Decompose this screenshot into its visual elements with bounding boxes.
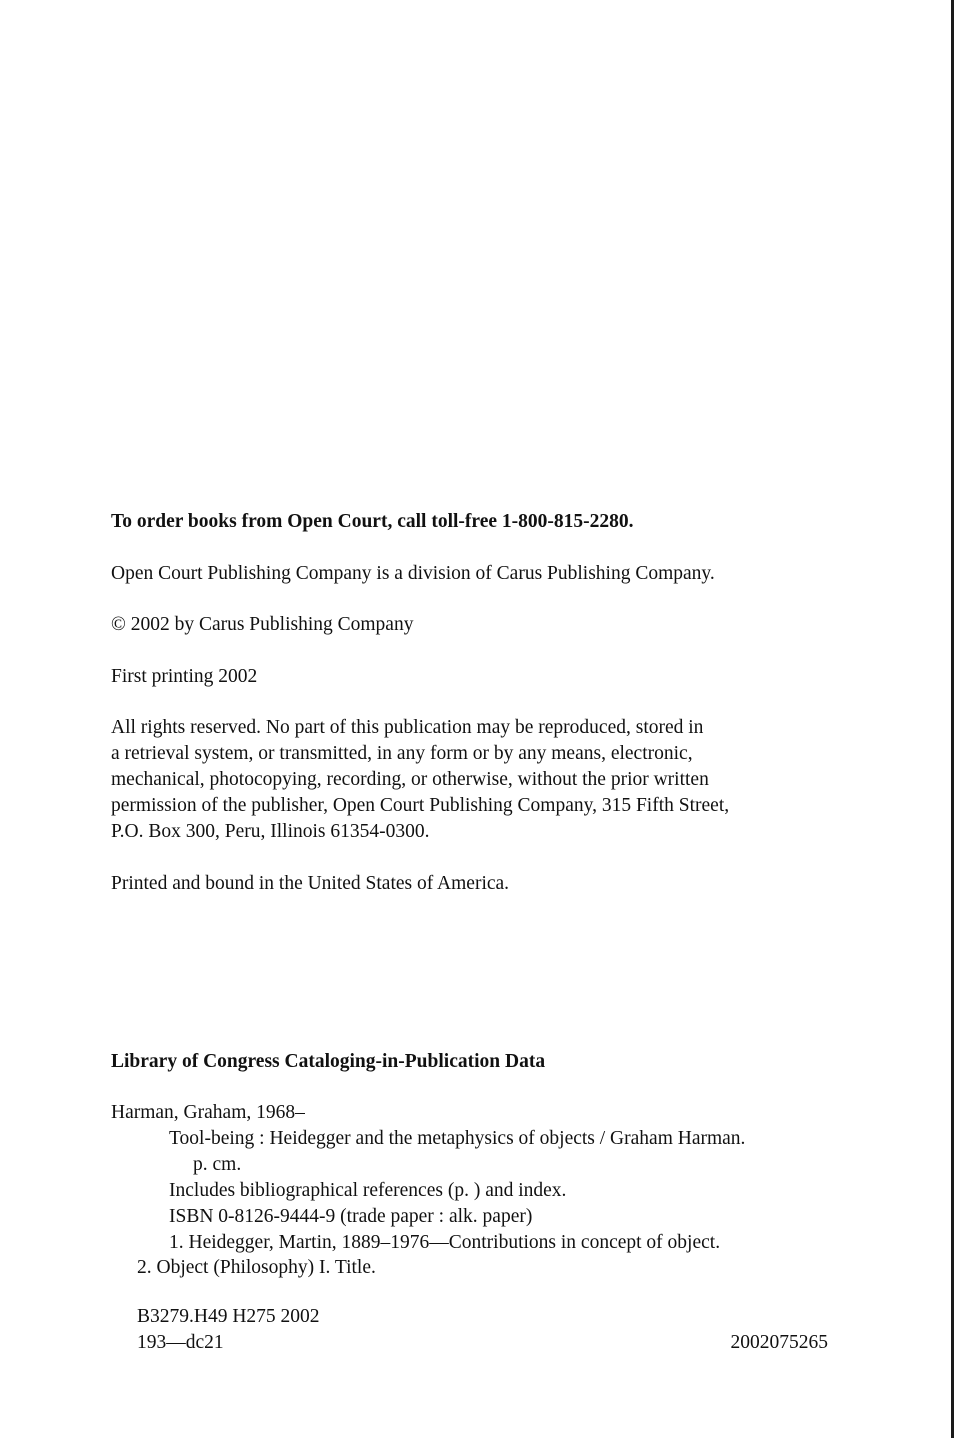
rights-line-1-text: All rights reserved. No part of this publication may be reproduced, stored in: [111, 717, 704, 738]
cip-subject-2: 2. Object (Philosophy) I. Title.: [137, 1257, 376, 1278]
rights-line-1: [111, 716, 810, 740]
rights-line-2: a retrieval system, or transmitted, in any form or by any means, electronic,: [111, 743, 693, 764]
rights-line-5: P.O. Box 300, Peru, Illinois 61354-0300.: [111, 821, 430, 842]
division-note: Open Court Publishing Company is a division of Carus Publishing Company.: [111, 563, 715, 584]
copyright-line: © 2002 by Carus Publishing Company: [111, 614, 414, 635]
cip-author: Harman, Graham, 1968–: [111, 1102, 305, 1123]
cip-pages: p. cm.: [193, 1154, 242, 1175]
cip-subject-1: 1. Heidegger, Martin, 1889–1976—Contributions in concept of object.: [169, 1232, 721, 1253]
rights-line-4: permission of the publisher, Open Court Publishing Company, 315 Fifth Street,: [111, 795, 730, 816]
cip-heading: Library of Congress Cataloging-in-Publication Data: [111, 1051, 546, 1072]
cip-includes: Includes bibliographical references (p. ) and index.: [169, 1180, 567, 1201]
printing-line: First printing 2002: [111, 666, 258, 687]
printed-bound-line: Printed and bound in the United States of America.: [111, 873, 510, 894]
order-notice: To order books from Open Court, call toll-free 1-800-815-2280.: [111, 511, 634, 532]
cip-dewey: 193—dc21: [137, 1332, 224, 1353]
cip-lccn: 2002075265: [730, 1332, 828, 1353]
cip-title: Tool-being : Heidegger and the metaphysics of objects / Graham Harman.: [169, 1128, 746, 1149]
rights-line-3: mechanical, photocopying, recording, or otherwise, without the prior written: [111, 769, 709, 790]
cip-isbn: ISBN 0-8126-9444-9 (trade paper : alk. paper): [169, 1206, 533, 1227]
cip-call-number: B3279.H49 H275 2002: [137, 1306, 320, 1327]
